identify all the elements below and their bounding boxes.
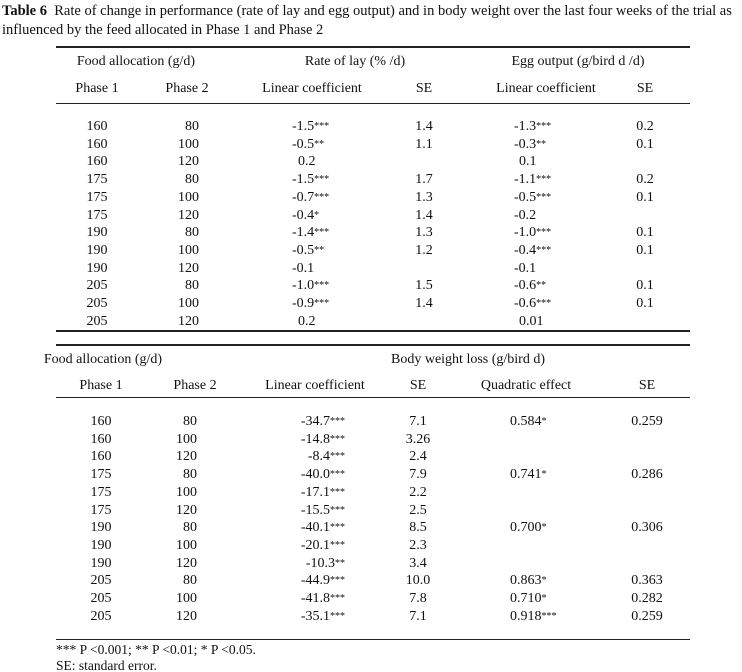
column-header: Phase 1 xyxy=(79,378,123,393)
coefficient-value: 0.700 xyxy=(510,520,542,536)
cell-phase1: 160 xyxy=(86,136,108,152)
cell-phase2: 120 xyxy=(176,502,197,518)
cell-phase2: 100 xyxy=(178,242,199,258)
coefficient-value: -0.1 xyxy=(292,260,315,276)
cell-phase2: 120 xyxy=(176,449,197,465)
significance-stars: *** xyxy=(314,191,330,203)
cell-phase1: 190 xyxy=(86,242,108,258)
group-header-food-allocation: Food allocation (g/d) xyxy=(76,54,196,69)
cell-bw-se: 7.1 xyxy=(409,414,427,429)
significance-stars: *** xyxy=(330,504,345,516)
cell-phase2: 80 xyxy=(183,573,197,589)
significance-stars: ** xyxy=(314,138,325,150)
significance-stars: * xyxy=(314,209,320,221)
cell-phase2: 120 xyxy=(178,260,199,276)
cell-lay-se: 1.3 xyxy=(415,225,433,241)
cell-lay-linear xyxy=(292,243,324,259)
cell-lay-linear xyxy=(292,278,329,294)
cell-bw-se: 3.26 xyxy=(405,431,431,447)
cell-egg-linear xyxy=(514,296,551,312)
group-header-food-allocation: Food allocation (g/d) xyxy=(43,352,163,367)
cell-phase1: 160 xyxy=(86,119,108,134)
cell-bw-linear xyxy=(301,520,345,536)
cell-egg-linear xyxy=(514,278,546,294)
coefficient-value: -1.1 xyxy=(514,172,537,188)
significance-stars: *** xyxy=(536,174,552,186)
coefficient-value: -17.1 xyxy=(300,484,330,500)
significance-stars: ** xyxy=(536,280,547,292)
significance-stars: *** xyxy=(314,121,330,132)
table1-top-rule xyxy=(56,46,690,48)
cell-phase1: 160 xyxy=(90,431,112,447)
coefficient-value: -1.0 xyxy=(514,225,537,241)
cell-phase1: 175 xyxy=(90,467,112,483)
significance-stars: *** xyxy=(536,227,552,239)
significance-stars: * xyxy=(541,593,547,604)
cell-lay-se: 1.2 xyxy=(415,242,433,258)
cell-phase2: 80 xyxy=(183,414,197,429)
cell-lay-linear xyxy=(298,154,316,170)
cell-phase1: 205 xyxy=(86,313,108,329)
significance-stars: * xyxy=(541,469,547,481)
coefficient-value: -0.5 xyxy=(292,242,315,258)
cell-bw-se: 7.8 xyxy=(409,591,427,606)
cell-phase2: 120 xyxy=(176,555,197,571)
coefficient-value: -0.9 xyxy=(292,296,315,311)
cell-phase2: 80 xyxy=(185,278,199,294)
cell-egg-se: 0.1 xyxy=(636,278,654,294)
cell-lay-linear xyxy=(292,137,324,153)
column-header: Linear coefficient xyxy=(265,378,365,393)
cell-bw-se: 8.5 xyxy=(409,520,427,536)
column-header: SE xyxy=(638,378,656,393)
cell-phase2: 80 xyxy=(185,119,199,134)
cell-egg-linear xyxy=(519,154,537,170)
cell-lay-se: 1.7 xyxy=(415,172,433,188)
cell-bw-se: 10.0 xyxy=(405,573,431,589)
cell-egg-linear xyxy=(514,190,551,206)
cell-lay-se: 1.4 xyxy=(415,207,433,223)
cell-phase1: 190 xyxy=(90,520,112,536)
significance-stars: *** xyxy=(536,298,552,309)
cell-phase1: 205 xyxy=(86,296,108,311)
cell-phase1: 205 xyxy=(90,608,112,624)
coefficient-value: -15.5 xyxy=(300,502,330,518)
cell-bw-linear xyxy=(301,485,345,501)
coefficient-value: -0.1 xyxy=(514,260,537,276)
cell-phase1: 190 xyxy=(86,260,108,276)
coefficient-value: -8.4 xyxy=(307,449,330,465)
cell-lay-se: 1.3 xyxy=(415,189,433,205)
cell-bw-linear xyxy=(306,556,345,572)
column-header: SE xyxy=(415,81,433,96)
table2-top-rule xyxy=(56,344,690,346)
cell-phase1: 160 xyxy=(86,154,108,170)
significance-stars: *** xyxy=(330,610,345,622)
cell-egg-se: 0.1 xyxy=(636,242,654,258)
coefficient-value: 0.2 xyxy=(298,154,316,170)
significance-stars: ** xyxy=(536,138,547,150)
significance-stars: *** xyxy=(541,610,557,622)
coefficient-value: -34.7 xyxy=(300,414,330,429)
cell-egg-se: 0.1 xyxy=(636,225,654,241)
coefficient-value: -40.1 xyxy=(300,520,330,536)
cell-phase1: 190 xyxy=(90,555,112,571)
coefficient-value: -20.1 xyxy=(300,537,330,553)
cell-bw-linear xyxy=(301,609,345,625)
coefficient-value: -0.3 xyxy=(514,136,537,152)
table2-header-rule xyxy=(56,397,690,398)
coefficient-value: -0.6 xyxy=(514,296,537,311)
cell-phase1: 175 xyxy=(86,207,108,223)
cell-bw-linear xyxy=(301,538,345,554)
column-header: SE xyxy=(409,378,427,393)
cell-lay-linear xyxy=(292,190,329,206)
cell-phase2: 80 xyxy=(185,225,199,241)
cell-bw-se: 3.4 xyxy=(409,555,427,571)
cell-lay-linear xyxy=(298,314,316,330)
coefficient-value: -1.5 xyxy=(292,119,315,134)
significance-stars: ** xyxy=(335,557,345,569)
cell-lay-linear xyxy=(292,296,329,312)
cell-bw-linear xyxy=(301,467,345,483)
cell-phase2: 100 xyxy=(176,431,197,447)
group-header-egg-output: Egg output (g/bird d /d) xyxy=(511,54,645,69)
cell-phase1: 190 xyxy=(90,537,112,553)
cell-lay-linear xyxy=(292,119,329,135)
cell-bw-linear xyxy=(301,432,345,448)
cell-egg-linear xyxy=(514,137,546,153)
cell-bw-linear xyxy=(301,573,345,589)
cell-quadratic-se: 0.286 xyxy=(631,467,663,483)
table-caption xyxy=(2,2,738,40)
cell-lay-linear xyxy=(292,172,329,188)
significance-stars: *** xyxy=(314,280,330,292)
cell-egg-linear xyxy=(514,172,551,188)
cell-bw-linear xyxy=(301,503,345,519)
significance-stars: *** xyxy=(536,191,552,203)
cell-phase1: 190 xyxy=(86,225,108,241)
cell-lay-linear xyxy=(292,208,319,224)
cell-egg-se: 0.1 xyxy=(636,296,654,311)
significance-stars: *** xyxy=(314,174,330,186)
coefficient-value: -1.5 xyxy=(292,172,315,188)
cell-quadratic-se: 0.282 xyxy=(631,591,663,606)
cell-quadratic-se: 0.363 xyxy=(631,573,663,589)
footnote-se: SE: standard error. xyxy=(56,658,157,672)
coefficient-value: -0.7 xyxy=(292,189,315,205)
footnote-significance: *** P <0.001; ** P <0.01; * P <0.05. xyxy=(56,642,256,657)
cell-lay-se: 1.5 xyxy=(415,278,433,294)
cell-lay-linear xyxy=(292,225,329,241)
cell-bw-se: 7.9 xyxy=(409,467,427,483)
coefficient-value: -0.4 xyxy=(292,207,315,223)
significance-stars: *** xyxy=(314,227,330,239)
cell-quadratic-se: 0.306 xyxy=(631,520,663,536)
cell-quadratic-se: 0.259 xyxy=(631,608,663,624)
cell-egg-linear xyxy=(514,208,536,224)
coefficient-value: 0.710 xyxy=(510,591,542,606)
cell-phase1: 175 xyxy=(90,484,112,500)
significance-stars: ** xyxy=(314,244,325,256)
cell-bw-linear xyxy=(301,414,345,430)
cell-phase2: 100 xyxy=(176,484,197,500)
cell-lay-se: 1.1 xyxy=(415,136,433,152)
cell-phase1: 205 xyxy=(90,573,112,589)
group-header-body-weight-loss: Body weight loss (g/bird d) xyxy=(391,352,545,367)
cell-phase1: 175 xyxy=(86,172,108,188)
cell-phase2: 80 xyxy=(183,520,197,536)
significance-stars: * xyxy=(541,575,547,587)
coefficient-value: -0.5 xyxy=(514,189,537,205)
cell-bw-se: 2.4 xyxy=(409,449,427,465)
column-header: Phase 2 xyxy=(173,378,217,393)
significance-stars: *** xyxy=(314,298,330,309)
cell-bw-se: 2.5 xyxy=(409,502,427,518)
cell-bw-se: 2.2 xyxy=(409,484,427,500)
cell-phase1: 160 xyxy=(90,449,112,465)
cell-quadratic-se: 0.259 xyxy=(631,414,663,429)
cell-lay-se: 1.4 xyxy=(415,119,433,134)
column-header: Phase 2 xyxy=(165,81,209,96)
significance-stars: *** xyxy=(330,575,345,587)
coefficient-value: -0.5 xyxy=(292,136,315,152)
cell-phase1: 205 xyxy=(90,591,112,606)
coefficient-value: -41.8 xyxy=(300,591,330,606)
cell-phase2: 120 xyxy=(178,154,199,170)
cell-quadratic xyxy=(510,467,547,483)
cell-phase1: 160 xyxy=(90,414,112,429)
cell-egg-linear xyxy=(514,261,536,277)
group-header-rate-of-lay: Rate of lay (% /d) xyxy=(304,54,406,69)
column-header: SE xyxy=(636,81,654,96)
cell-phase2: 120 xyxy=(176,608,197,624)
coefficient-value: 0.918 xyxy=(510,608,542,624)
column-header: Linear coefficient xyxy=(496,81,596,96)
cell-bw-linear xyxy=(301,591,345,607)
significance-stars: * xyxy=(541,416,547,427)
column-header: Phase 1 xyxy=(75,81,119,96)
cell-bw-se: 2.3 xyxy=(409,537,427,553)
cell-lay-se: 1.4 xyxy=(415,296,433,311)
coefficient-value: -0.4 xyxy=(514,242,537,258)
cell-egg-linear xyxy=(519,314,544,330)
cell-bw-linear xyxy=(308,449,345,465)
cell-lay-linear xyxy=(292,261,314,277)
cell-egg-linear xyxy=(514,243,551,259)
coefficient-value: 0.584 xyxy=(510,414,542,429)
column-header: Linear coefficient xyxy=(262,81,362,96)
cell-egg-se: 0.1 xyxy=(636,136,654,152)
coefficient-value: -0.6 xyxy=(514,278,537,294)
coefficient-value: -44.9 xyxy=(300,573,330,589)
table2-bottom-rule xyxy=(56,639,690,640)
cell-phase2: 120 xyxy=(178,313,199,329)
significance-stars: *** xyxy=(330,451,345,463)
cell-egg-linear xyxy=(514,225,551,241)
cell-phase2: 100 xyxy=(178,296,199,311)
caption-text: Rate of change in performance (rate of lay and egg output) and in body weight over the last four weeks of the trial as influenced by the feed allocated in Phase 1 and Phase 2 xyxy=(2,3,732,38)
significance-stars: *** xyxy=(536,244,552,256)
significance-stars: *** xyxy=(330,486,345,498)
coefficient-value: -14.8 xyxy=(300,431,330,447)
cell-phase2: 100 xyxy=(176,537,197,553)
table1-bottom-rule xyxy=(56,330,690,332)
cell-phase1: 205 xyxy=(86,278,108,294)
cell-egg-linear xyxy=(514,119,551,135)
cell-quadratic xyxy=(510,591,547,607)
cell-phase2: 100 xyxy=(178,189,199,205)
cell-egg-se: 0.2 xyxy=(636,172,654,188)
significance-stars: *** xyxy=(330,522,345,534)
cell-phase2: 80 xyxy=(185,172,199,188)
coefficient-value: -1.3 xyxy=(514,119,537,134)
coefficient-value: 0.01 xyxy=(519,313,544,329)
cell-phase2: 80 xyxy=(183,467,197,483)
cell-quadratic xyxy=(510,609,557,625)
cell-phase1: 175 xyxy=(90,502,112,518)
cell-phase2: 100 xyxy=(178,136,199,152)
cell-quadratic xyxy=(510,573,547,589)
coefficient-value: 0.863 xyxy=(510,573,542,589)
significance-stars: *** xyxy=(330,539,345,551)
cell-quadratic xyxy=(510,520,547,536)
coefficient-value: -35.1 xyxy=(300,608,330,624)
cell-phase2: 120 xyxy=(178,207,199,223)
significance-stars: * xyxy=(541,522,547,534)
coefficient-value: -0.2 xyxy=(514,207,537,223)
cell-egg-se: 0.2 xyxy=(636,119,654,134)
cell-quadratic xyxy=(510,414,547,430)
cell-egg-se: 0.1 xyxy=(636,189,654,205)
table1-header-rule xyxy=(56,103,690,104)
significance-stars: *** xyxy=(330,593,345,604)
coefficient-value: 0.1 xyxy=(519,154,537,170)
significance-stars: *** xyxy=(330,469,345,481)
cell-phase2: 100 xyxy=(176,591,197,606)
coefficient-value: 0.741 xyxy=(510,467,542,483)
coefficient-value: -1.4 xyxy=(292,225,315,241)
significance-stars: *** xyxy=(536,121,552,132)
coefficient-value: 0.2 xyxy=(298,313,316,329)
significance-stars: *** xyxy=(330,433,345,445)
table-label: Table 6 xyxy=(2,3,47,19)
cell-bw-se: 7.1 xyxy=(409,608,427,624)
significance-stars: *** xyxy=(330,416,345,427)
cell-phase1: 175 xyxy=(86,189,108,205)
coefficient-value: -1.0 xyxy=(292,278,315,294)
coefficient-value: -40.0 xyxy=(300,467,330,483)
coefficient-value: -10.3 xyxy=(305,555,335,571)
column-header: Quadratic effect xyxy=(480,378,572,393)
